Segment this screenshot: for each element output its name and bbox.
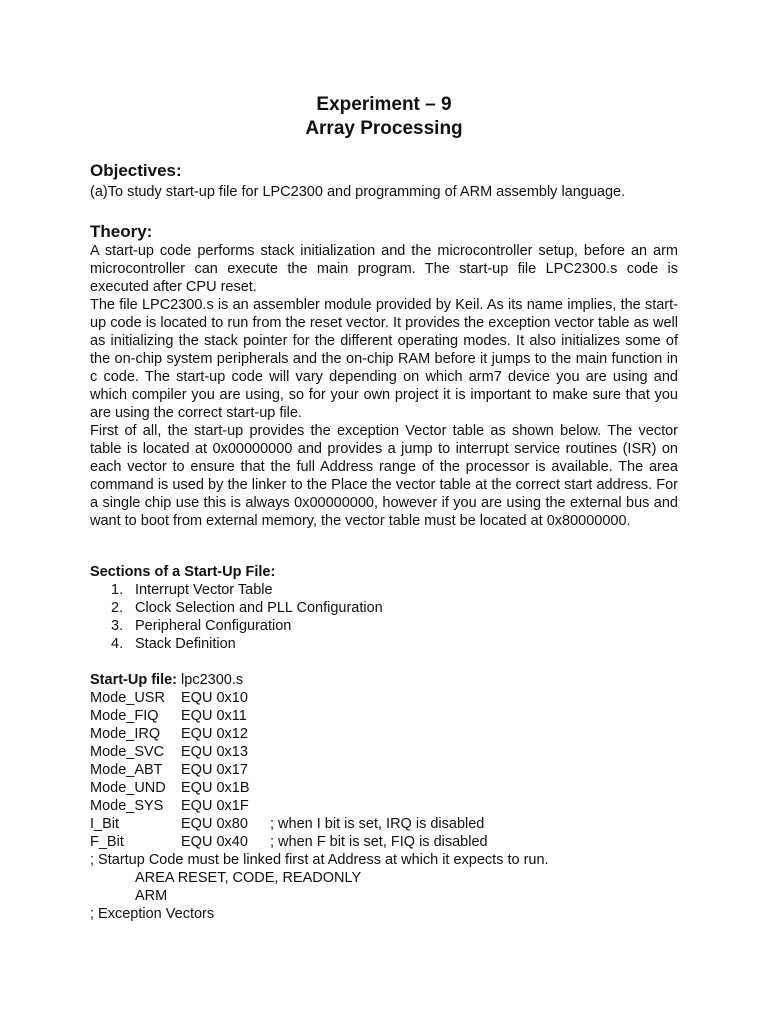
code-name: Mode_USR [90,690,165,706]
exception-vectors-comment: ; Exception Vectors [90,906,215,922]
code-comment: ; when F bit is set, FIQ is disabled [270,834,488,850]
code-name: Mode_SYS [90,798,164,814]
code-name: Mode_IRQ [90,726,161,742]
code-name: I_Bit [90,816,120,832]
startup-code [90,671,549,923]
code-row [90,743,549,761]
startup-filename: lpc2300.s [177,672,244,688]
sections-list [111,581,383,653]
list-item [111,599,383,617]
code-op: EQU 0x40 [181,834,248,850]
theory-paragraph: First of all, the start-up provides the exception Vector table as shown below. The vector table is located at 0x00000000 and provides a jump to interrupt service routines (ISR) on each vector to ensure that the full Address range of the processor is available. The area command is used by the linker to the Place the vector table at the correct start address. For a single chip use this is always 0x00000000, however if you are using the external bus and want to boot from external memory, the vector table must be located at 0x80000000. [90,423,678,529]
code-name: Mode_SVC [90,744,165,760]
experiment-subtitle: Array Processing [305,118,463,139]
arm-directive: ARM [135,888,168,904]
list-text: Interrupt Vector Table [135,582,273,598]
code-comment-line: ; Startup Code must be linked first at Address at which it expects to run. [90,852,549,868]
theory-paragraph: The file LPC2300.s is an assembler module provided by Keil. As its name implies, the start-up code is located to run from the reset vector. It provides the exception vector table as well as initializing the stack pointer for the different operating modes. It also initializes some of the on-chip system peripherals and the on-chip RAM before it jumps to the main function in c code. The start-up code will vary depending on which arm7 device you are using and which compiler you are using, so for your own project it is important to make sure that you are using the correct start-up file. [90,297,678,421]
code-name: F_Bit [90,834,124,850]
code-row [90,815,549,833]
code-op: EQU 0x1F [181,798,249,814]
list-number: 2. [111,600,124,616]
list-text: Stack Definition [135,636,236,652]
list-item [111,635,383,653]
sections-heading: Sections of a Start-Up File: [90,564,276,580]
code-row [90,797,549,815]
code-comment: ; when I bit is set, IRQ is disabled [270,816,485,832]
list-number: 1. [111,582,124,598]
code-op: EQU 0x13 [181,744,248,760]
theory-heading: Theory: [90,222,153,241]
code-op: EQU 0x17 [181,762,248,778]
code-name: Mode_ABT [90,762,163,778]
list-text: Peripheral Configuration [135,618,292,634]
code-row [90,761,549,779]
code-op: EQU 0x80 [181,816,248,832]
theory-paragraph: A start-up code performs stack initialization and the microcontroller setup, before an arm microcontroller can execute the main program. The start-up file LPC2300.s code is executed after CPU reset. [90,243,678,295]
code-row [90,689,549,707]
list-number: 3. [111,618,124,634]
objectives-text: (a)To study start-up file for LPC2300 and programming of ARM assembly language. [90,184,626,200]
list-item [111,581,383,599]
code-op: EQU 0x10 [181,690,248,706]
list-text: Clock Selection and PLL Configuration [135,600,383,616]
objectives-heading: Objectives: [90,161,182,180]
experiment-title: Experiment – 9 [316,94,452,115]
startup-file-line [90,671,549,689]
code-name: Mode_UND [90,780,166,796]
theory-body [90,242,678,530]
code-op: EQU 0x11 [181,708,247,724]
list-item [111,617,383,635]
code-row [90,707,549,725]
code-row [90,779,549,797]
code-row [90,833,549,851]
list-number: 4. [111,636,124,652]
startup-label: Start-Up file: [90,672,177,688]
code-row [90,725,549,743]
code-op: EQU 0x1B [181,780,250,796]
code-name: Mode_FIQ [90,708,159,724]
area-directive: AREA RESET, CODE, READONLY [135,870,362,886]
code-op: EQU 0x12 [181,726,248,742]
